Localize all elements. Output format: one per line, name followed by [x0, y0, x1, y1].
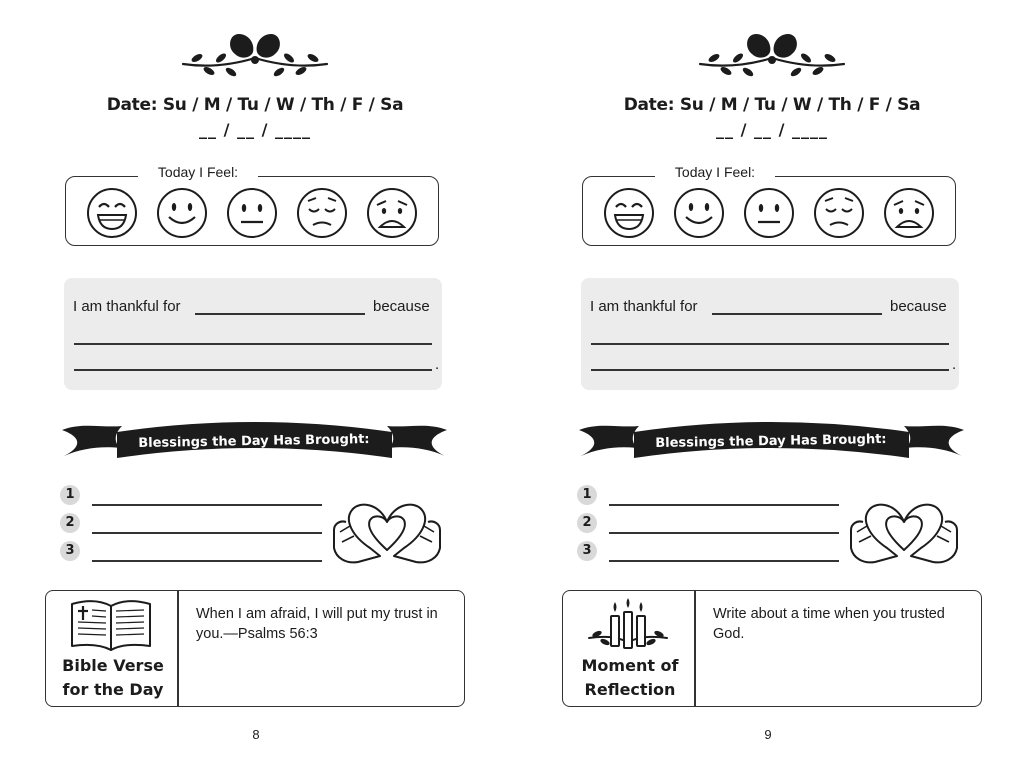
- thankful-prefix: I am thankful for: [73, 298, 181, 315]
- pensive-face-icon[interactable]: [298, 189, 346, 237]
- heart-hands-icon: [330, 496, 445, 568]
- thankful-panel: [581, 278, 959, 390]
- card-title-line-2: Reflection: [584, 680, 676, 699]
- banner-text: Blessings the Day Has Brought:: [655, 431, 887, 452]
- thankful-line-2[interactable]: [74, 343, 432, 345]
- blessing-line-3[interactable]: [92, 560, 322, 562]
- candles-icon: [585, 598, 671, 654]
- blessing-number-3: 3: [60, 541, 80, 561]
- blessing-line-2[interactable]: [92, 532, 322, 534]
- journal-page-right: [517, 0, 1024, 768]
- card-title: [565, 654, 695, 702]
- card-title-line-1: Bible Verse: [62, 656, 164, 675]
- pensive-face-icon[interactable]: [815, 189, 863, 237]
- floral-ornament-icon: [175, 24, 335, 84]
- blessing-number-1: 1: [577, 485, 597, 505]
- thankful-blank[interactable]: [712, 313, 882, 315]
- blessings-banner: [62, 418, 447, 476]
- verse-text: When I am afraid, I will put my trust in you.—Psalms 56:3: [196, 606, 438, 642]
- blessing-number-2: 2: [577, 513, 597, 533]
- thankful-line-3[interactable]: [74, 369, 432, 371]
- very-happy-face-icon[interactable]: [605, 189, 653, 237]
- blessing-line-1[interactable]: [609, 504, 839, 506]
- blessing-line-2[interactable]: [609, 532, 839, 534]
- page-number: 9: [764, 727, 772, 742]
- thankful-period: .: [952, 356, 957, 373]
- neutral-face-icon[interactable]: [745, 189, 793, 237]
- card-title: [48, 654, 178, 702]
- smiling-face-icon[interactable]: [158, 189, 206, 237]
- mood-label: Today I Feel:: [655, 164, 775, 180]
- blessing-number-3: 3: [577, 541, 597, 561]
- banner-text: Blessings the Day Has Brought:: [138, 431, 370, 452]
- thankful-blank[interactable]: [195, 313, 365, 315]
- mood-faces: [602, 187, 942, 239]
- blessing-number-1: 1: [60, 485, 80, 505]
- open-bible-icon: [68, 598, 154, 654]
- blessing-number-2: 2: [60, 513, 80, 533]
- heart-hands-icon: [847, 496, 962, 568]
- thankful-panel: [64, 278, 442, 390]
- page-number: 8: [252, 727, 260, 742]
- thankful-line-2[interactable]: [591, 343, 949, 345]
- thankful-suffix: because: [890, 298, 947, 315]
- mood-faces: [85, 187, 425, 239]
- reflection-prompt-text: Write about a time when you trusted God.: [713, 606, 945, 642]
- thankful-prefix: I am thankful for: [590, 298, 698, 315]
- sad-face-icon[interactable]: [885, 189, 933, 237]
- smiling-face-icon[interactable]: [675, 189, 723, 237]
- blessing-line-3[interactable]: [609, 560, 839, 562]
- floral-ornament-icon: [692, 24, 852, 84]
- date-weekday-line: Date: Su / M / Tu / W / Th / F / Sa: [623, 95, 921, 115]
- blessings-banner: [579, 418, 964, 476]
- thankful-suffix: because: [373, 298, 430, 315]
- thankful-line-3[interactable]: [591, 369, 949, 371]
- blessing-line-1[interactable]: [92, 504, 322, 506]
- neutral-face-icon[interactable]: [228, 189, 276, 237]
- very-happy-face-icon[interactable]: [88, 189, 136, 237]
- card-title-line-1: Moment of: [581, 656, 679, 675]
- sad-face-icon[interactable]: [368, 189, 416, 237]
- date-weekday-line: Date: Su / M / Tu / W / Th / F / Sa: [106, 95, 404, 115]
- mood-label: Today I Feel:: [138, 164, 258, 180]
- card-title-line-2: for the Day: [62, 680, 164, 699]
- date-blanks[interactable]: __ / __ / ____: [199, 120, 311, 139]
- date-blanks[interactable]: __ / __ / ____: [716, 120, 828, 139]
- thankful-period: .: [435, 356, 440, 373]
